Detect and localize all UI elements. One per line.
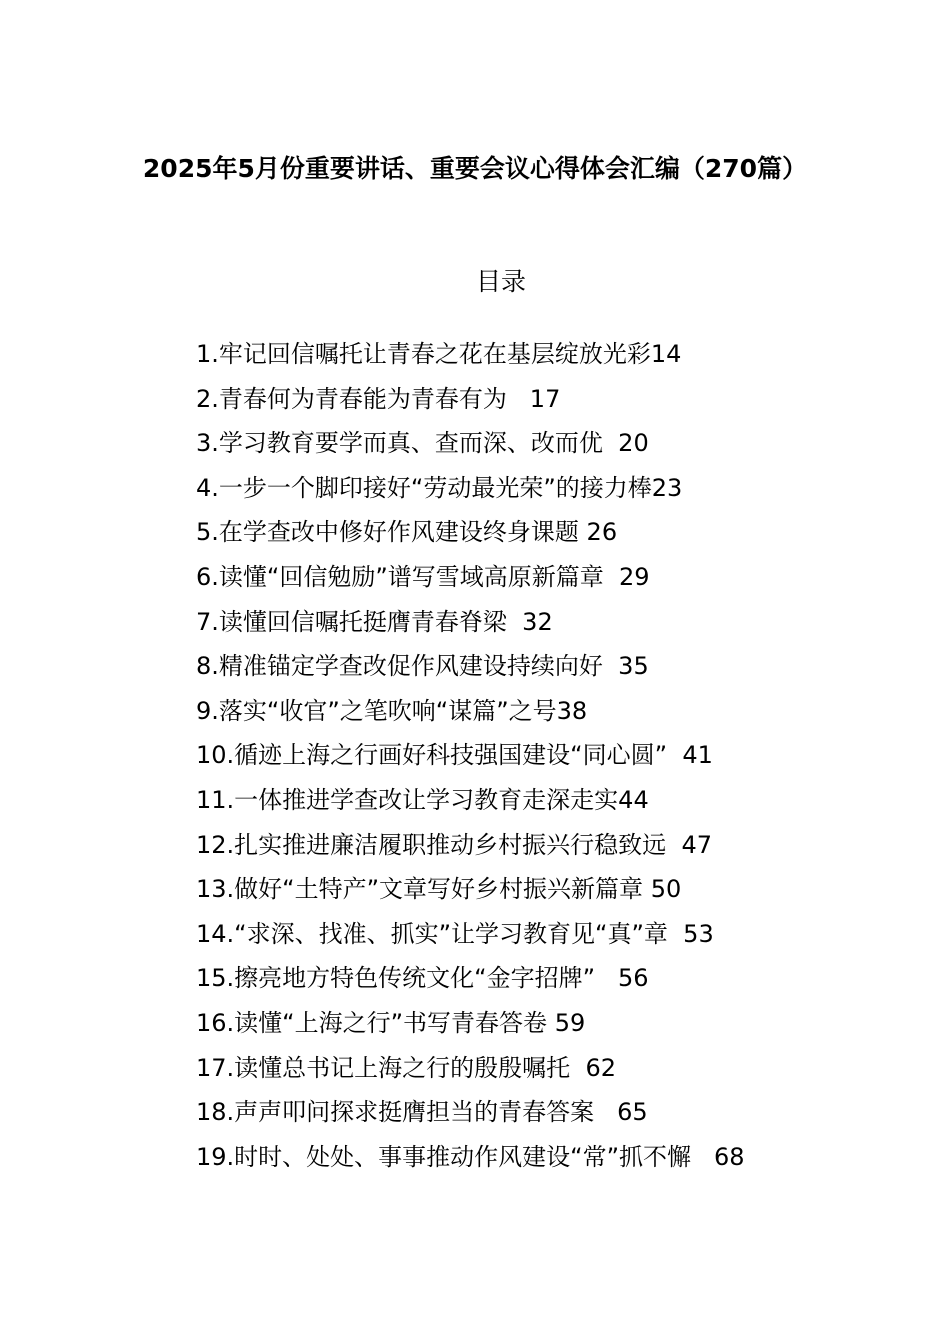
toc-entry-page-number: 32 (522, 607, 553, 636)
toc-entry-page-number: 20 (618, 429, 649, 458)
toc-entry-title: 4.一步一个脚印接好“劳动最光荣”的接力棒 (196, 473, 652, 502)
toc-entry-page-number: 23 (651, 473, 683, 502)
toc-entry-title: 18.声声叩问探求挺膺担当的青春答案 (196, 1098, 595, 1127)
toc-entry-gap (507, 608, 522, 636)
toc-entry-gap (579, 518, 587, 546)
toc-entry-gap (603, 429, 618, 457)
toc-entry-page-number: 29 (619, 562, 650, 591)
toc-entry-page-number: 35 (618, 652, 649, 681)
toc-entry-title: 8.精准锚定学查改促作风建设持续向好 (196, 652, 603, 681)
table-of-contents (196, 334, 744, 1181)
toc-entry[interactable] (196, 602, 744, 647)
toc-entry-gap (668, 920, 683, 948)
toc-entry-title: 6.读懂“回信勉励”谱写雪域高原新篇章 (196, 562, 604, 591)
toc-entry-title: 10.循迹上海之行画好科技强国建设“同心圆” (196, 741, 668, 770)
toc-entry-title: 14.“求深、找准、抓实”让学习教育见“真”章 (196, 919, 668, 948)
toc-entry-gap (547, 1009, 555, 1037)
toc-entry-gap (507, 385, 530, 413)
toc-entry[interactable] (196, 557, 744, 602)
toc-entry-title: 9.落实“收官”之笔吹响“谋篇”之号 (196, 696, 557, 725)
toc-entry-gap (691, 1143, 714, 1171)
toc-entry-gap (603, 652, 618, 680)
toc-entry-gap (570, 1054, 585, 1082)
toc-entry-page-number: 38 (556, 696, 588, 725)
toc-entry[interactable] (196, 1092, 744, 1137)
toc-entry[interactable] (196, 1137, 744, 1182)
toc-entry-page-number: 56 (617, 964, 649, 993)
toc-entry-title: 7.读懂回信嘱托挺膺青春脊梁 (196, 607, 507, 636)
toc-entry[interactable] (196, 958, 744, 1003)
toc-entry-title: 17.读懂总书记上海之行的殷殷嘱托 (196, 1053, 571, 1082)
toc-entry-title: 13.做好“土特产”文章写好乡村振兴新篇章 (196, 875, 644, 904)
toc-entry-page-number: 59 (554, 1008, 586, 1037)
toc-entry[interactable] (196, 914, 744, 959)
toc-entry-title: 11.一体推进学查改让学习教育走深走实 (196, 785, 619, 814)
toc-entry-gap (594, 1098, 617, 1126)
toc-entry-title: 15.擦亮地方特色传统文化“金字招牌” (196, 964, 596, 993)
toc-entry-page-number: 44 (618, 785, 649, 814)
toc-entry-title: 5.在学查改中修好作风建设终身课题 (196, 518, 579, 547)
toc-entry-page-number: 26 (586, 518, 618, 547)
toc-entry[interactable] (196, 691, 744, 736)
toc-entry[interactable] (196, 1003, 744, 1048)
toc-entry-gap (667, 741, 682, 769)
toc-entry[interactable] (196, 334, 744, 379)
toc-entry-page-number: 68 (713, 1142, 745, 1171)
toc-entry-page-number: 17 (529, 384, 561, 413)
toc-entry-title: 16.读懂“上海之行”书写青春答卷 (196, 1008, 548, 1037)
toc-entry[interactable] (196, 825, 744, 870)
toc-entry[interactable] (196, 512, 744, 557)
document-title: 2025年5月份重要讲话、重要会议心得体会汇编（270篇） (142, 154, 808, 183)
toc-entry-title: 3.学习教育要学而真、查而深、改而优 (196, 429, 603, 458)
toc-entry-page-number: 14 (650, 340, 682, 368)
toc-entry[interactable] (196, 780, 744, 825)
toc-entry-gap (604, 563, 619, 591)
toc-entry[interactable] (196, 379, 744, 424)
toc-entry-title: 19.时时、处处、事事推动作风建设“常”抓不懈 (196, 1142, 692, 1171)
toc-entry-page-number: 47 (681, 830, 712, 859)
toc-entry-page-number: 50 (650, 875, 682, 904)
toc-entry-title: 1.牢记回信嘱托让青春之花在基层绽放光彩 (196, 340, 651, 368)
toc-entry[interactable] (196, 423, 744, 468)
toc-entry-page-number: 41 (682, 741, 713, 770)
toc-entry-gap (595, 964, 618, 992)
toc-entry-page-number: 65 (617, 1098, 648, 1127)
toc-heading: 目录 (475, 267, 526, 296)
toc-entry[interactable] (196, 646, 744, 691)
toc-entry-title: 2.青春何为青春能为青春有为 (196, 384, 507, 413)
toc-entry-title: 12.扎实推进廉洁履职推动乡村振兴行稳致远 (196, 830, 667, 859)
toc-entry[interactable] (196, 468, 744, 513)
toc-entry-gap (643, 875, 651, 903)
toc-entry[interactable] (196, 1048, 744, 1093)
toc-entry-page-number: 53 (683, 919, 714, 948)
toc-entry-gap (666, 831, 681, 859)
toc-entry-page-number: 62 (585, 1053, 616, 1082)
toc-entry[interactable] (196, 869, 744, 914)
toc-entry[interactable] (196, 735, 744, 780)
